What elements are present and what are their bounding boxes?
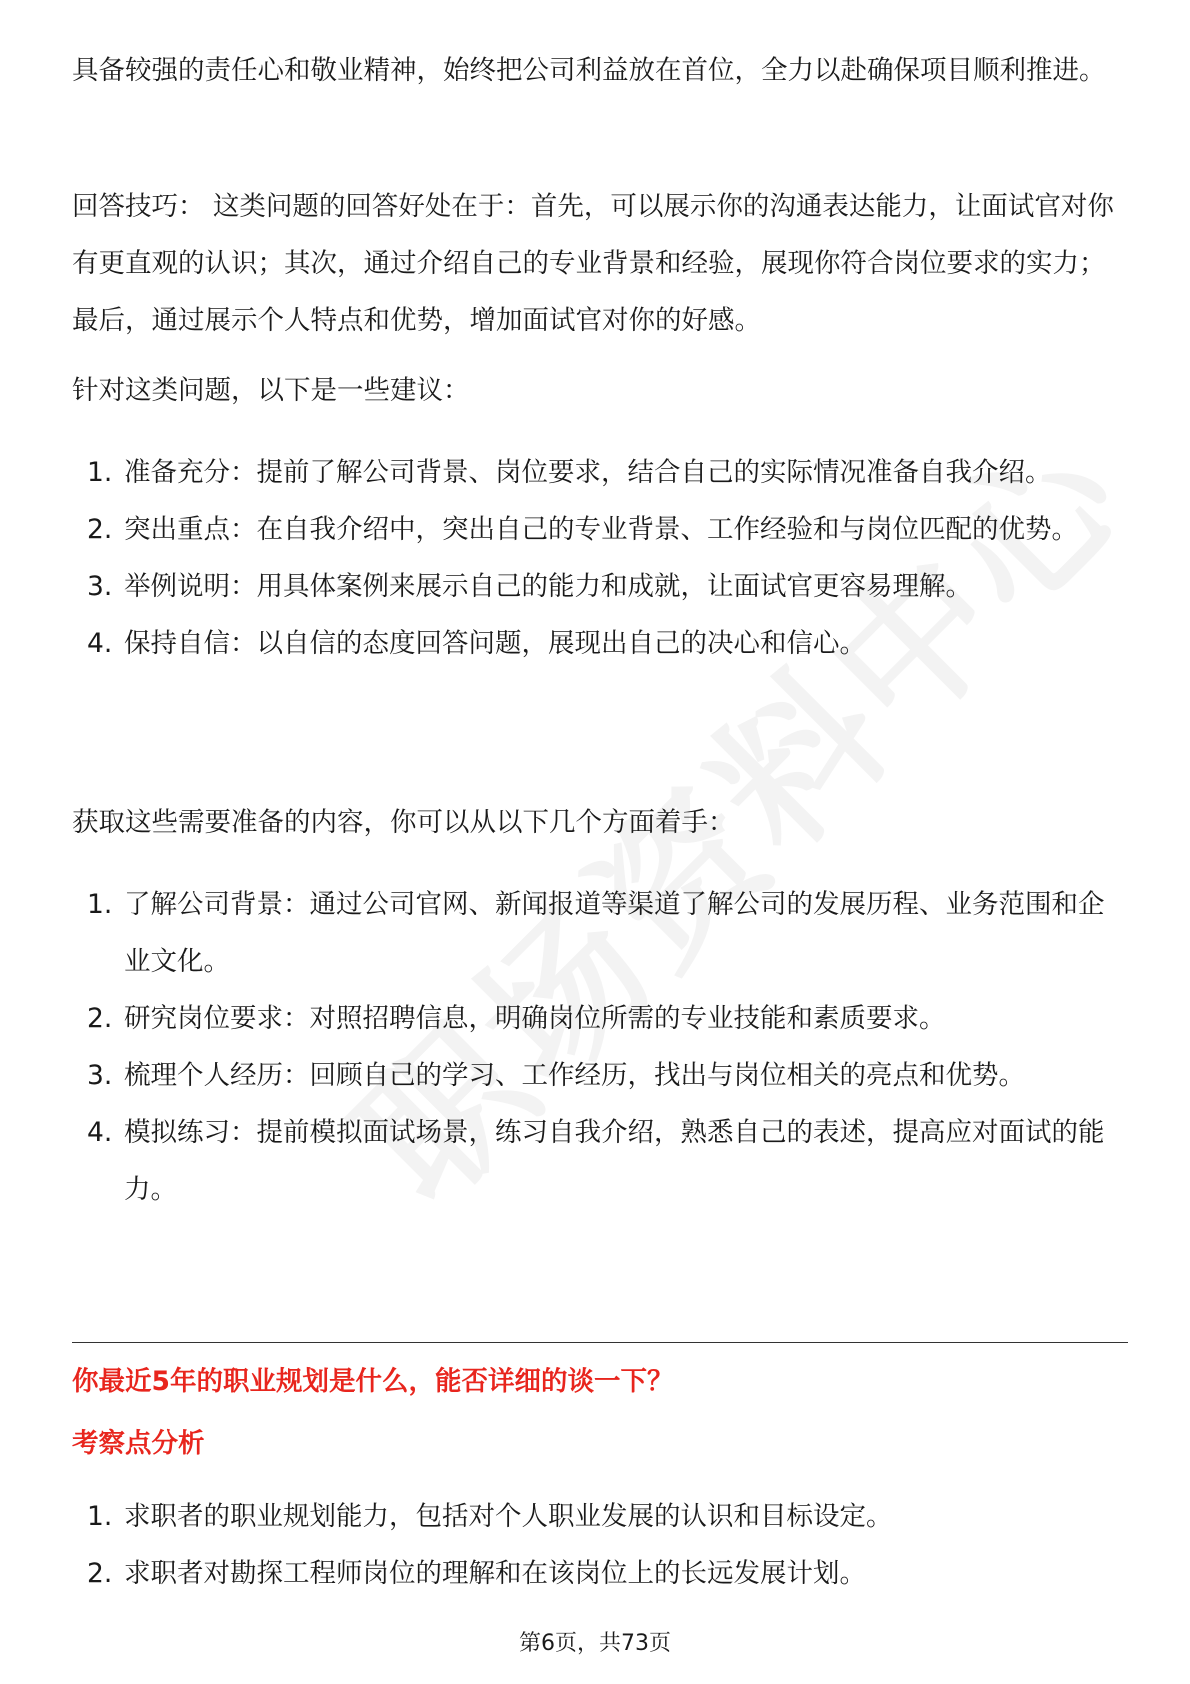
list-number: 2. [87, 1003, 113, 1034]
page-footer: 第6页，共73页 [519, 1631, 671, 1656]
list-number: 1. [87, 1501, 113, 1532]
list-number: 3. [87, 571, 113, 602]
advice-list [72, 444, 1128, 672]
list-item-text: 突出重点：在自我介绍中，突出自己的专业背景、工作经验和与岗位匹配的优势。 [124, 514, 1078, 545]
list-number: 4. [87, 1117, 113, 1148]
list-item-text: 研究岗位要求：对照招聘信息，明确岗位所需的专业技能和素质要求。 [124, 1003, 946, 1034]
list-number: 1. [87, 889, 113, 920]
list-item-text: 举例说明：用具体案例来展示自己的能力和成就，让面试官更容易理解。 [124, 571, 972, 602]
list-item [72, 1104, 1128, 1218]
list-item-text: 求职者的职业规划能力，包括对个人职业发展的认识和目标设定。 [124, 1501, 893, 1532]
list-item-text: 了解公司背景：通过公司官网、新闻报道等渠道了解公司的发展历程、业务范围和企业文化。 [124, 889, 1105, 977]
list-number: 2. [87, 514, 113, 545]
list-number: 3. [87, 1060, 113, 1091]
list-item [72, 876, 1128, 990]
list-item [72, 615, 1128, 672]
list-item [72, 1047, 1128, 1104]
list-item [72, 1545, 1128, 1602]
list-item [72, 444, 1128, 501]
analysis-list [72, 1488, 1128, 1602]
list-item-text: 求职者对勘探工程师岗位的理解和在该岗位上的长远发展计划。 [124, 1558, 866, 1589]
list-item-text: 梳理个人经历：回顾自己的学习、工作经历，找出与岗位相关的亮点和优势。 [124, 1060, 1025, 1091]
list-item [72, 1488, 1128, 1545]
list-item [72, 501, 1128, 558]
list-item-text: 保持自信：以自信的态度回答问题，展现出自己的决心和信心。 [124, 628, 866, 659]
tips-paragraph: 回答技巧： 这类问题的回答好处在于：首先，可以展示你的沟通表达能力，让面试官对你有更直观的认识；其次，通过介绍自己的专业背景和经验，展现你符合岗位要求的实力；最后，通过展示个人特点和优势，增加面试官对你的好感。 [72, 191, 1114, 336]
list-number: 4. [87, 628, 113, 659]
list-item [72, 990, 1128, 1047]
prep-intro: 获取这些需要准备的内容，你可以从以下几个方面着手： [72, 807, 735, 838]
list-number: 2. [87, 1558, 113, 1589]
list-item-text: 模拟练习：提前模拟面试场景，练习自我介绍，熟悉自己的表述，提高应对面试的能力。 [124, 1117, 1105, 1205]
prep-list [72, 876, 1128, 1218]
section-divider [72, 1342, 1128, 1343]
list-number: 1. [87, 457, 113, 488]
question-title: 你最近5年的职业规划是什么，能否详细的谈一下？ [72, 1366, 674, 1397]
list-item-text: 准备充分：提前了解公司背景、岗位要求，结合自己的实际情况准备自我介绍。 [124, 457, 1052, 488]
list-item [72, 558, 1128, 615]
analysis-title: 考察点分析 [72, 1428, 205, 1459]
intro-paragraph: 具备较强的责任心和敬业精神，始终把公司利益放在首位，全力以赴确保项目顺利推进。 [72, 55, 1106, 86]
advice-intro: 针对这类问题，以下是一些建议： [72, 375, 470, 406]
